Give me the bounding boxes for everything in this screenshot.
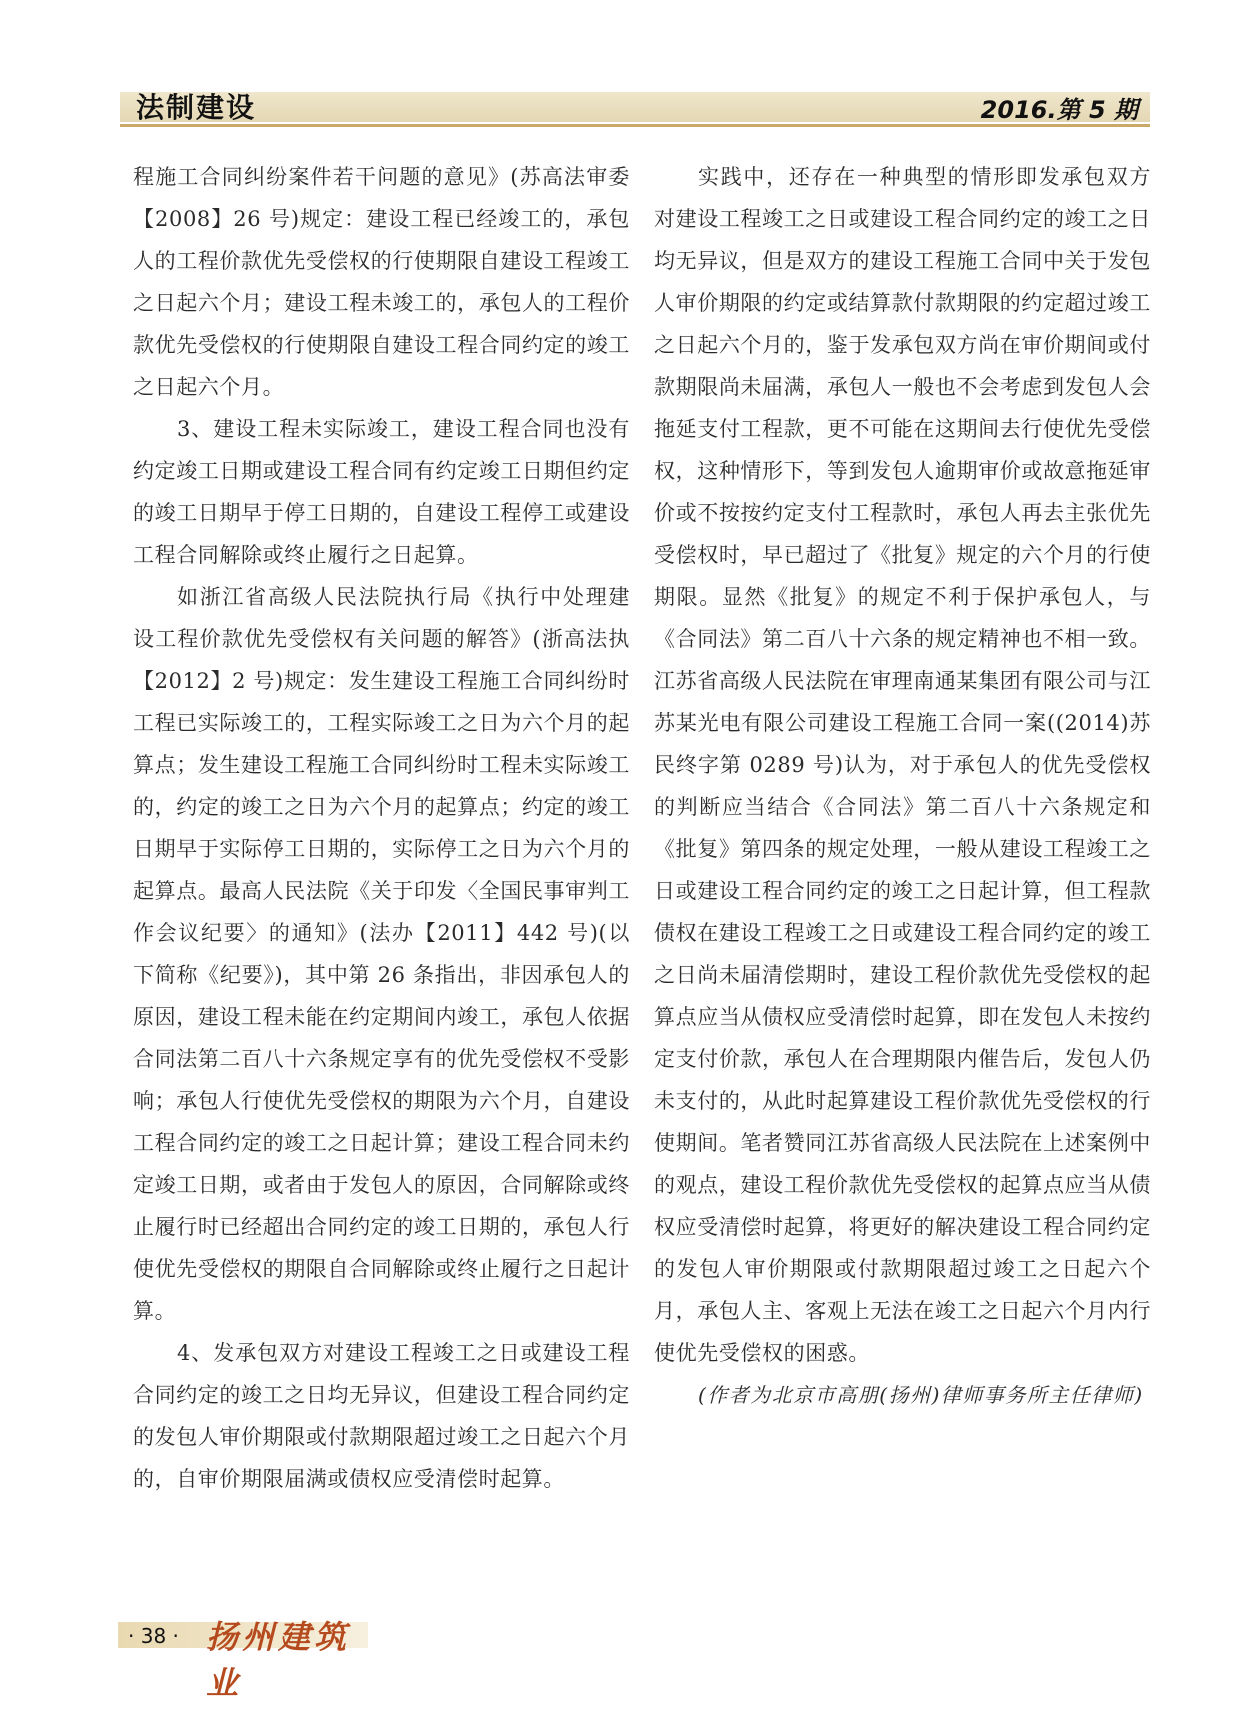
section-title: 法制建设 <box>136 91 257 124</box>
magazine-logo: 扬州建筑业 <box>206 1618 351 1702</box>
page-number: · 38 · <box>128 1624 179 1648</box>
left-column <box>133 156 630 1500</box>
issue-number: 2016.第 5 期 <box>980 96 1138 124</box>
page-header <box>120 78 1150 128</box>
paragraph: 4、发承包双方对建设工程竣工之日或建设工程合同约定的竣工之日均无异议，但建设工程合同约定的发包人审价期限或付款期限超过竣工之日起六个月的，自审价期限届满或债权应受清偿时起算。 <box>133 1341 630 1491</box>
right-column <box>654 156 1151 1416</box>
author-note: (作者为北京市高朋(扬州)律师事务所主任律师) <box>698 1383 1144 1407</box>
paragraph: 实践中，还存在一种典型的情形即发承包双方对建设工程竣工之日或建设工程合同约定的竣工之日均无异议，但是双方的建设工程施工合同中关于发包人审价期限的约定或结算款付款期限的约定超过竣工之日起六个月的，鉴于发承包双方尚在审价期间或付款期限尚未届满，承包人一般也不会考虑到发包人会拖延支付工程款，更不可能在这期间去行使优先受偿权，这种情形下，等到发包人逾期审价或故意拖延审价或不按按约定支付工程款时，承包人再去主张优先受偿权时，早已超过了《批复》规定的六个月的行使期限。显然《批复》的规定不利于保护承包人，与《合同法》第二百八十六条的规定精神也不相一致。江苏省高级人民法院在审理南通某集团有限公司与江苏某光电有限公司建设工程施工合同一案((2014)苏民终字第 0289 号)认为，对于承包人的优先受偿权的判断应当结合《合同法》第二百八十六条规定和《批复》第四条的规定处理，一般从建设工程竣工之日或建设工程合同约定的竣工之日起计算，但工程款债权在建设工程竣工之日或建设工程合同约定的竣工之日尚未届清偿期时，建设工程价款优先受偿权的起算点应当从债权应受清偿时起算，即在发包人未按约定支付价款，承包人在合理期限内催告后，发包人仍未支付的，从此时起算建设工程价款优先受偿权的行使期间。笔者赞同江苏省高级人民法院在上述案例中的观点，建设工程价款优先受偿权的起算点应当从债权应受清偿时起算，将更好的解决建设工程合同约定的发包人审价期限或付款期限超过竣工之日起六个月，承包人主、客观上无法在竣工之日起六个月内行使优先受偿权的困惑。 <box>654 165 1151 1365</box>
paragraph: 3、建设工程未实际竣工，建设工程合同也没有约定竣工日期或建设工程合同有约定竣工日期但约定的竣工日期早于停工日期的，自建设工程停工或建设工程合同解除或终止履行之日起算。 <box>133 417 630 567</box>
paragraph: 程施工合同纠纷案件若干问题的意见》(苏高法审委【2008】26 号)规定：建设工程已经竣工的，承包人的工程价款优先受偿权的行使期限自建设工程竣工之日起六个月；建设工程未竣工的，承包人的工程价款优先受偿权的行使期限自建设工程合同约定的竣工之日起六个月。 <box>133 165 630 399</box>
page-footer <box>118 1610 378 1702</box>
paragraph: 如浙江省高级人民法院执行局《执行中处理建设工程价款优先受偿权有关问题的解答》(浙高法执【2012】2 号)规定：发生建设工程施工合同纠纷时工程已实际竣工的，工程实际竣工之日为六个月的起算点；发生建设工程施工合同纠纷时工程未实际竣工的，约定的竣工之日为六个月的起算点；约定的竣工日期早于实际停工日期的，实际停工之日为六个月的起算点。最高人民法院《关于印发〈全国民事审判工作会议纪要〉的通知》(法办【2011】442 号)(以下简称《纪要》)，其中第 26 条指出，非因承包人的原因，建设工程未能在约定期间内竣工，承包人依据合同法第二百八十六条规定享有的优先受偿权不受影响；承包人行使优先受偿权的期限为六个月，自建设工程合同约定的竣工之日起计算；建设工程合同未约定竣工日期，或者由于发包人的原因，合同解除或终止履行时已经超出合同约定的竣工日期的，承包人行使优先受偿权的期限自合同解除或终止履行之日起计算。 <box>133 585 630 1323</box>
